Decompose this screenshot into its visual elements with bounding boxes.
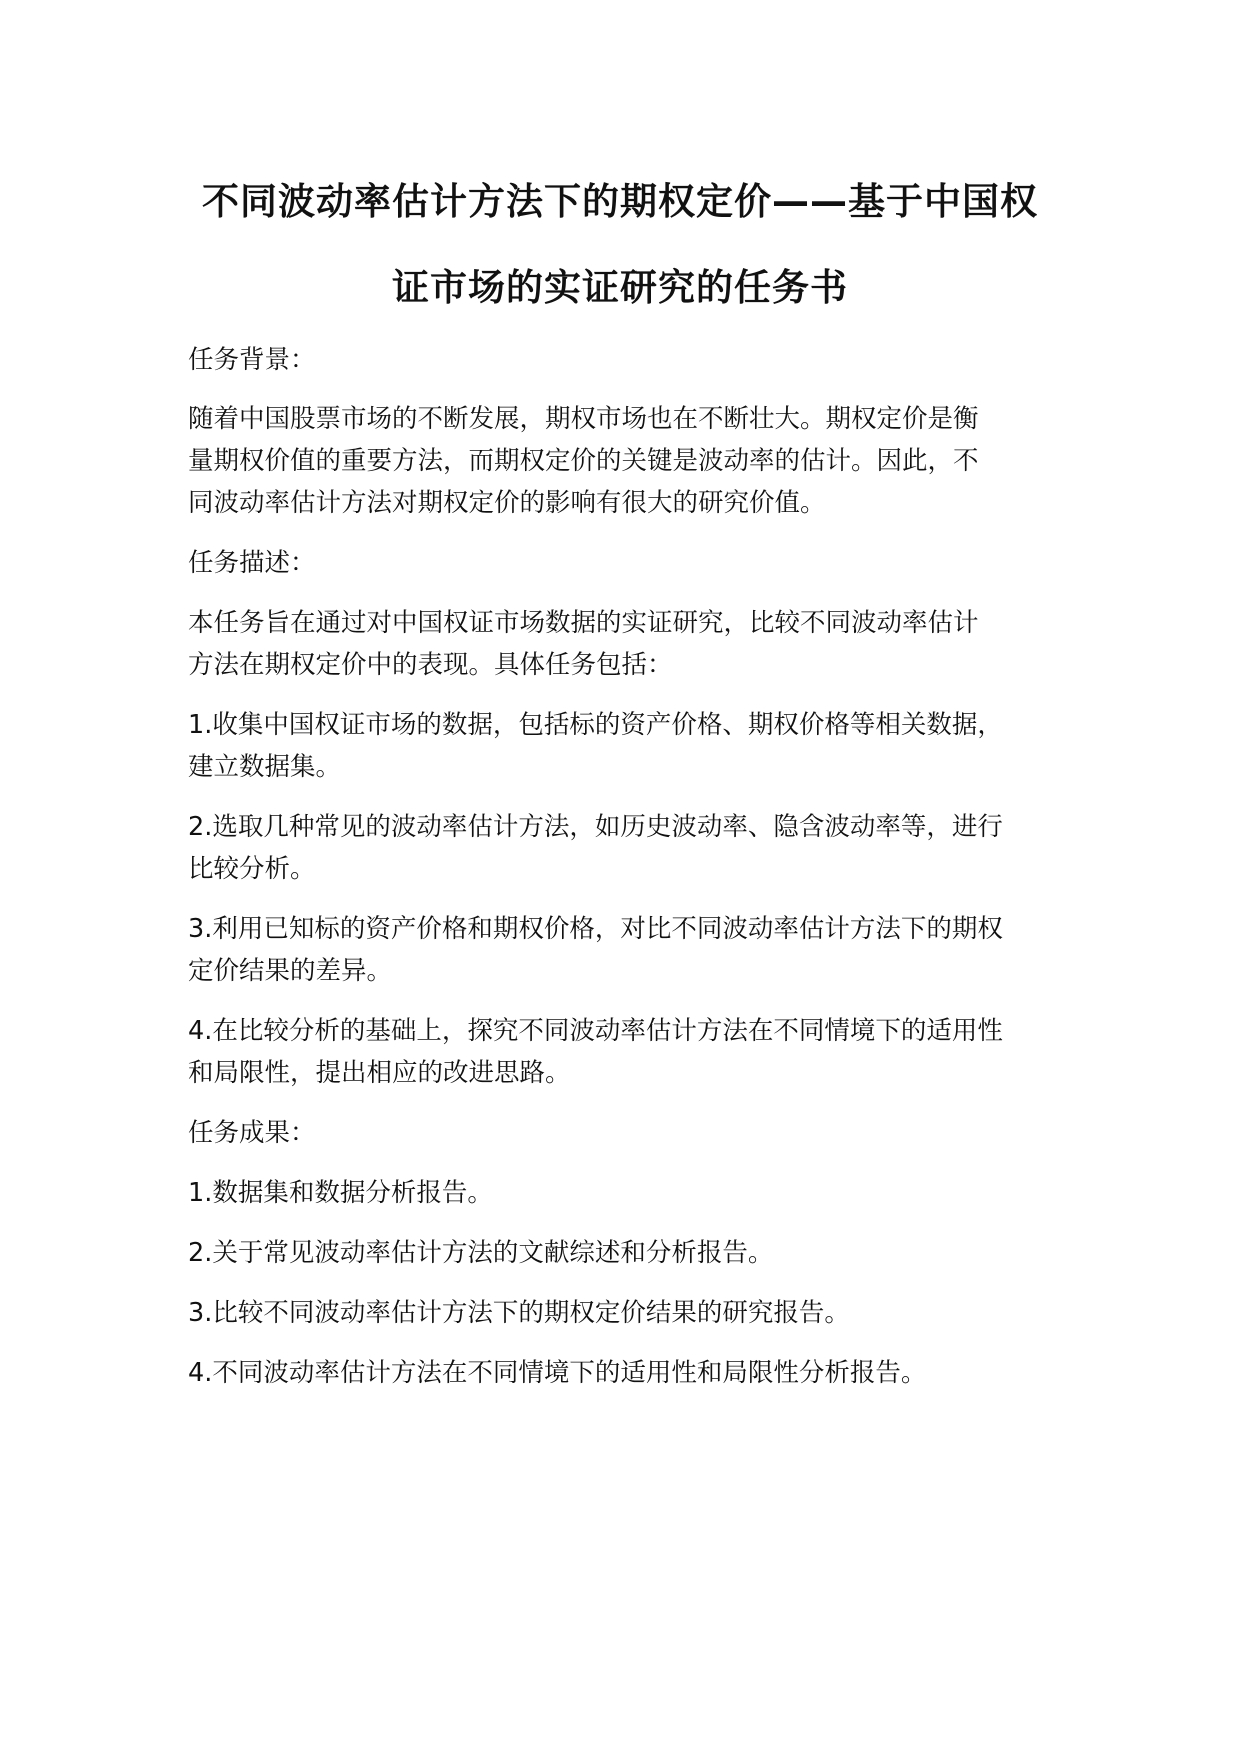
background-paragraph-line: 量期权价值的重要方法，而期权定价的关键是波动率的估计。因此，不 [188, 446, 979, 476]
result-item-2: 2.关于常见波动率估计方法的文献综述和分析报告。 [188, 1238, 774, 1268]
task-item-1-line: 1.收集中国权证市场的数据，包括标的资产价格、期权价格等相关数据， [188, 710, 1003, 740]
background-paragraph-line: 随着中国股票市场的不断发展，期权市场也在不断壮大。期权定价是衡 [188, 404, 979, 434]
document-title-line-2: 证市场的实证研究的任务书 [392, 266, 848, 309]
task-item-2-line: 2.选取几种常见的波动率估计方法，如历史波动率、隐含波动率等，进行 [188, 812, 1003, 842]
description-paragraph-line: 方法在期权定价中的表现。具体任务包括： [188, 650, 673, 680]
task-item-3-line: 3.利用已知标的资产价格和期权价格，对比不同波动率估计方法下的期权 [188, 914, 1003, 944]
result-item-4: 4.不同波动率估计方法在不同情境下的适用性和局限性分析报告。 [188, 1358, 927, 1388]
task-item-1-line: 建立数据集。 [188, 752, 342, 782]
document-title-line-1: 不同波动率估计方法下的期权定价——基于中国权 [202, 180, 1038, 223]
task-item-2-line: 比较分析。 [188, 854, 316, 884]
section-heading-background: 任务背景： [188, 345, 316, 375]
task-item-4-line: 和局限性，提出相应的改进思路。 [188, 1058, 571, 1088]
task-item-3-line: 定价结果的差异。 [188, 956, 393, 986]
section-heading-description: 任务描述： [188, 548, 316, 578]
result-item-3: 3.比较不同波动率估计方法下的期权定价结果的研究报告。 [188, 1298, 850, 1328]
section-heading-results: 任务成果： [188, 1118, 316, 1148]
background-paragraph-line: 同波动率估计方法对期权定价的影响有很大的研究价值。 [188, 488, 826, 518]
description-paragraph-line: 本任务旨在通过对中国权证市场数据的实证研究，比较不同波动率估计 [188, 608, 979, 638]
task-item-4-line: 4.在比较分析的基础上，探究不同波动率估计方法在不同情境下的适用性 [188, 1016, 1003, 1046]
result-item-1: 1.数据集和数据分析报告。 [188, 1178, 493, 1208]
